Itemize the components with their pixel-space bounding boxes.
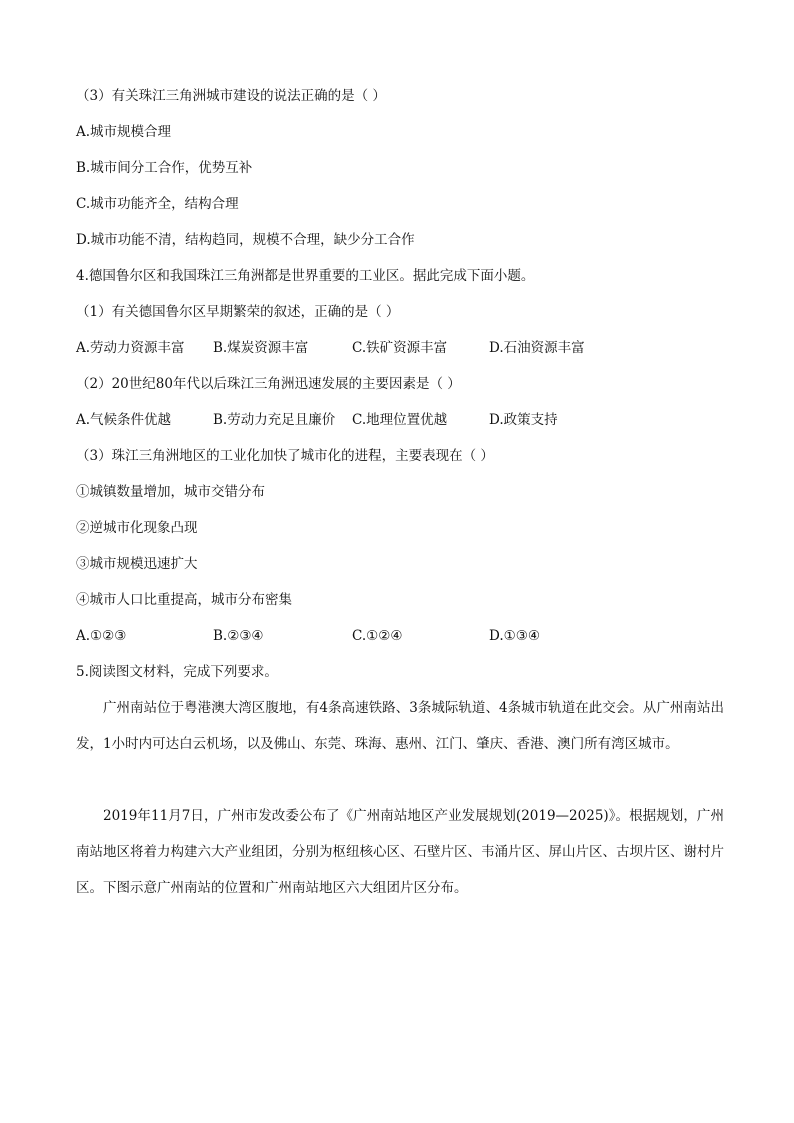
q4-intro: 4.德国鲁尔区和我国珠江三角洲都是世界重要的工业区。据此完成下面小题。 [76, 268, 535, 284]
q4-part3-statement-2: ②逆城市化现象凸现 [76, 520, 198, 536]
q4-part1-option-c: C.铁矿资源丰富 [352, 340, 448, 356]
q4-part2-option-c: C.地理位置优越 [352, 412, 448, 428]
q4-part3-statement-4: ④城市人口比重提高，城市分布密集 [76, 592, 292, 608]
q3-part3-option-a: A.城市规模合理 [76, 124, 172, 140]
q4-part1-option-b: B.煤炭资源丰富 [213, 340, 309, 356]
q4-part3-stem: （3）珠江三角洲地区的工业化加快了城市化的进程，主要表现在（ ） [76, 448, 494, 464]
q4-part3-statement-1: ①城镇数量增加，城市交错分布 [76, 484, 265, 500]
q4-part2-option-a: A.气候条件优越 [76, 412, 172, 428]
q5-intro: 5.阅读图文材料，完成下列要求。 [76, 664, 278, 680]
q4-part3-option-c: C.①②④ [352, 628, 403, 644]
q3-part3-option-b: B.城市间分工合作，优势互补 [76, 160, 253, 176]
q4-part3-option-d: D.①③④ [489, 628, 540, 644]
q4-part2-stem: （2）20世纪80年代以后珠江三角洲迅速发展的主要因素是（ ） [76, 376, 461, 392]
q3-part3-option-c: C.城市功能齐全，结构合理 [76, 196, 239, 212]
q4-part3-option-a: A.①②③ [76, 628, 127, 644]
q4-part3-statement-3: ③城市规模迅速扩大 [76, 556, 198, 572]
q5-paragraph-1: 广州南站位于粤港澳大湾区腹地，有4条高速铁路、3条城际轨道、4条城市轨道在此交会。从广州南站出发，1小时内可达白云机场，以及佛山、东莞、珠海、惠州、江门、肇庆、香港、澳门所有湾区城市。 [76, 700, 724, 752]
q3-part3-stem: （3）有关珠江三角洲城市建设的说法正确的是（ ） [76, 88, 386, 104]
q4-part2-option-d: D.政策支持 [489, 412, 558, 428]
q5-paragraph-2: 2019年11月7日，广州市发改委公布了《广州南站地区产业发展规划(2019—2025)》。根据规划，广州南站地区将着力构建六大产业组团，分别为枢纽核心区、石壁片区、韦涌片区、屏山片区、古坝片区、谢村片区。下图示意广州南站的位置和广州南站地区六大组团片区分布。 [76, 808, 724, 896]
q4-part1-option-d: D.石油资源丰富 [489, 340, 585, 356]
q4-part1-stem: （1）有关德国鲁尔区早期繁荣的叙述，正确的是（ ） [76, 304, 400, 320]
q4-part2-option-b: B.劳动力充足且廉价 [213, 412, 336, 428]
q3-part3-option-d: D.城市功能不清，结构趋同，规模不合理，缺少分工合作 [76, 232, 415, 248]
q4-part1-option-a: A.劳动力资源丰富 [76, 340, 185, 356]
q4-part3-option-b: B.②③④ [213, 628, 264, 644]
